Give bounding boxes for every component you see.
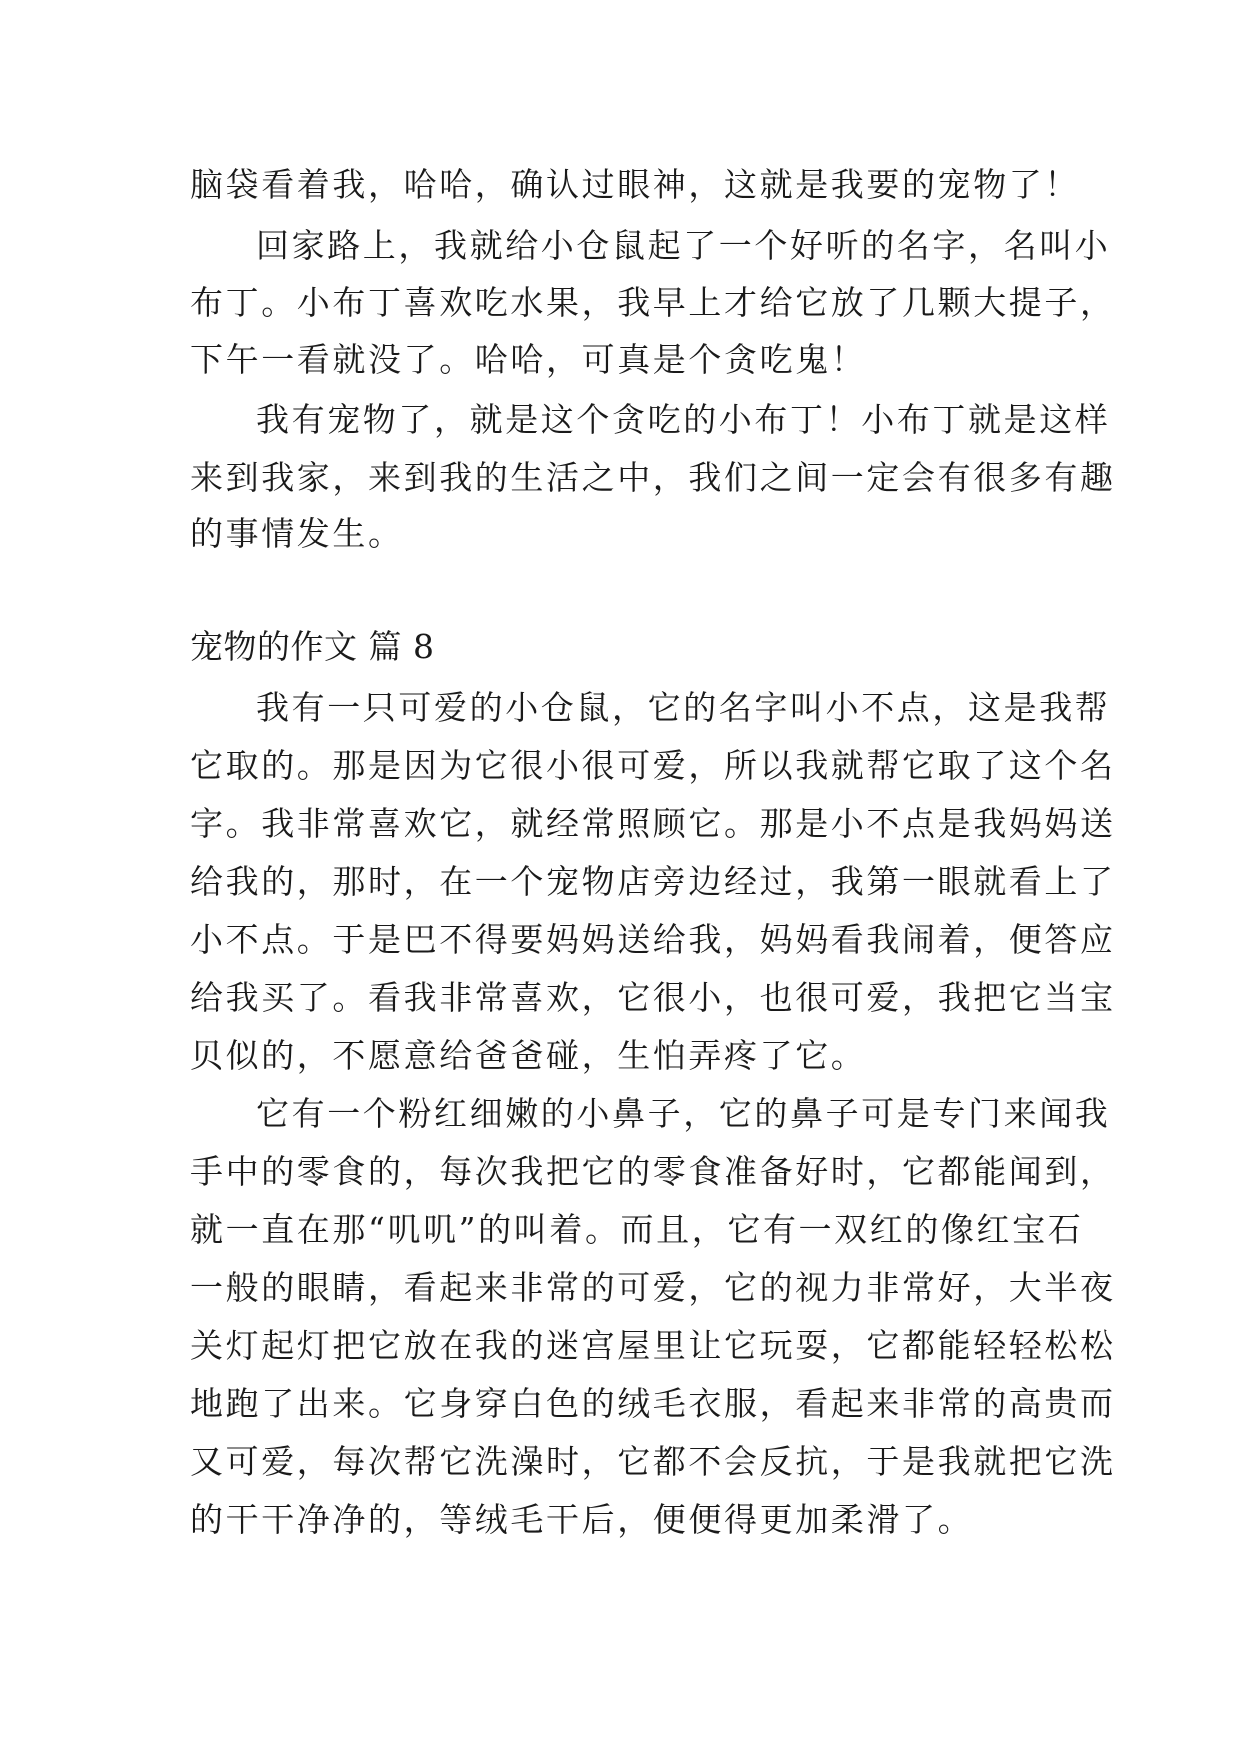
paragraph-line: 贝似的，不愿意给爸爸碰，生怕弄疼了它。 (190, 1036, 867, 1075)
section-heading: 宠物的作文 篇 8 (190, 627, 435, 666)
paragraph-line: 布丁。小布丁喜欢吃水果，我早上才给它放了几颗大提子， (190, 283, 1116, 322)
paragraph-line: 手中的零食的，每次我把它的零食准备好时，它都能闻到， (190, 1152, 1116, 1191)
paragraph-line: 它取的。那是因为它很小很可爱，所以我就帮它取了这个名 (190, 746, 1116, 785)
paragraph-line: 的事情发生。 (190, 514, 404, 553)
paragraph-line: 给我买了。看我非常喜欢，它很小，也很可爱，我把它当宝 (190, 978, 1116, 1017)
paragraph-line: 地跑了出来。它身穿白色的绒毛衣服，看起来非常的高贵而 (190, 1384, 1116, 1423)
paragraph-line: 它有一个粉红细嫩的小鼻子，它的鼻子可是专门来闻我 (256, 1094, 1111, 1133)
paragraph-line: 我有宠物了，就是这个贪吃的小布丁！小布丁就是这样 (256, 400, 1111, 439)
paragraph-line: 关灯起灯把它放在我的迷宫屋里让它玩耍，它都能轻轻松松 (190, 1326, 1116, 1365)
paragraph-line: 的干干净净的，等绒毛干后，便便得更加柔滑了。 (190, 1500, 974, 1539)
paragraph-line: 脑袋看着我，哈哈，确认过眼神，这就是我要的宠物了！ (190, 165, 1080, 204)
paragraph-line: 我有一只可爱的小仓鼠，它的名字叫小不点，这是我帮 (256, 688, 1111, 727)
paragraph-line: 小不点。于是巴不得要妈妈送给我，妈妈看我闹着，便答应 (190, 920, 1116, 959)
paragraph-line: 一般的眼睛，看起来非常的可爱，它的视力非常好，大半夜 (190, 1268, 1116, 1307)
paragraph-line: 回家路上，我就给小仓鼠起了一个好听的名字，名叫小 (256, 226, 1111, 265)
paragraph-line: 又可爱，每次帮它洗澡时，它都不会反抗，于是我就把它洗 (190, 1442, 1116, 1481)
paragraph-line: 下午一看就没了。哈哈，可真是个贪吃鬼！ (190, 340, 867, 379)
paragraph-line: 字。我非常喜欢它，就经常照顾它。那是小不点是我妈妈送 (190, 804, 1116, 843)
paragraph-line: 来到我家，来到我的生活之中，我们之间一定会有很多有趣 (190, 458, 1116, 497)
paragraph-line: 给我的，那时，在一个宠物店旁边经过，我第一眼就看上了 (190, 862, 1116, 901)
paragraph-line: 就一直在那“叽叽”的叫着。而且，它有一双红的像红宝石 (190, 1210, 1084, 1249)
